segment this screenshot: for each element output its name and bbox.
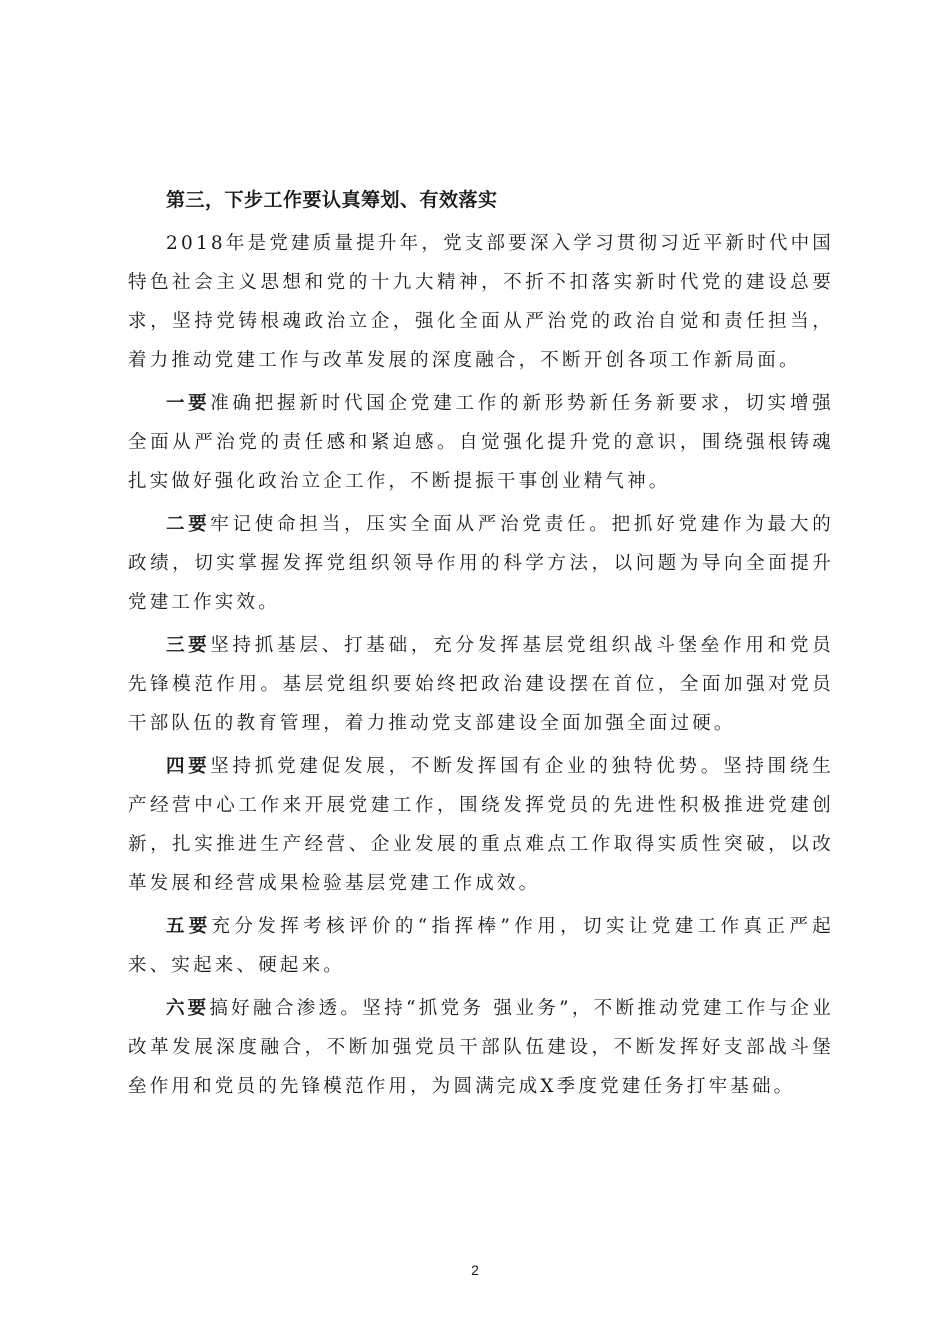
document-body: [128, 184, 834, 1110]
item-paragraph-3: [128, 626, 834, 743]
item-paragraph-2: [128, 505, 834, 622]
intro-paragraph: 2018年是党建质量提升年，党支部要深入学习贯彻习近平新时代中国特色社会主义思想和党的十九大精神，不折不扣落实新时代党的建设总要求，坚持党铸根魂政治立企，强化全面从严治党的政治自觉和责任担当，着力推动党建工作与改革发展的深度融合，不断开创各项工作新局面。: [128, 233, 834, 371]
item-lead-2: 二要: [166, 514, 211, 535]
item-lead-4: 四要: [166, 756, 211, 777]
item-text-2: 牢记使命担当，压实全面从严治党责任。把抓好党建作为最大的政绩，切实掌握发挥党组织领导作用的科学方法，以问题为导向全面提升党建工作实效。: [128, 514, 834, 613]
item-lead-1: 一要: [166, 393, 211, 414]
item-text-4: 坚持抓党建促发展，不断发挥国有企业的独特优势。坚持围绕生产经营中心工作来开展党建工作，围绕发挥党员的先进性积极推进党建创新，扎实推进生产经营、企业发展的重点难点工作取得实质性突破，以改革发展和经营成果检验基层党建工作成效。: [128, 756, 834, 894]
item-text-3: 坚持抓基层、打基础，充分发挥基层党组织战斗堡垒作用和党员先锋模范作用。基层党组织要始终把政治建设摆在首位，全面加强对党员干部队伍的教育管理，着力推动党支部建设全面加强全面过硬。: [128, 635, 834, 734]
item-text-6: 搞好融合渗透。坚持“抓党务 强业务”，不断推动党建工作与企业改革发展深度融合，不断加强党员干部队伍建设，不断发挥好支部战斗堡垒作用和党员的先锋模范作用，为圆满完成X季度党建任务打牢基础。: [128, 998, 834, 1097]
item-text-1: 准确把握新时代国企党建工作的新形势新任务新要求，切实增强全面从严治党的责任感和紧迫感。自觉强化提升党的意识，围绕强根铸魂扎实做好强化政治立企工作，不断提振干事创业精气神。: [128, 393, 834, 492]
item-paragraph-6: [128, 989, 834, 1106]
item-lead-6: 六要: [166, 998, 210, 1019]
item-paragraph-1: [128, 384, 834, 501]
section-heading: 第三，下步工作要认真筹划、有效落实: [166, 189, 498, 211]
item-text-5: 充分发挥考核评价的“指挥棒”作用，切实让党建工作真正严起来、实起来、硬起来。: [128, 916, 834, 976]
item-lead-5: 五要: [166, 916, 212, 937]
item-paragraph-4: [128, 747, 834, 903]
item-paragraph-5: [128, 907, 834, 985]
item-lead-3: 三要: [166, 635, 211, 656]
page-number: 2: [471, 1262, 479, 1278]
